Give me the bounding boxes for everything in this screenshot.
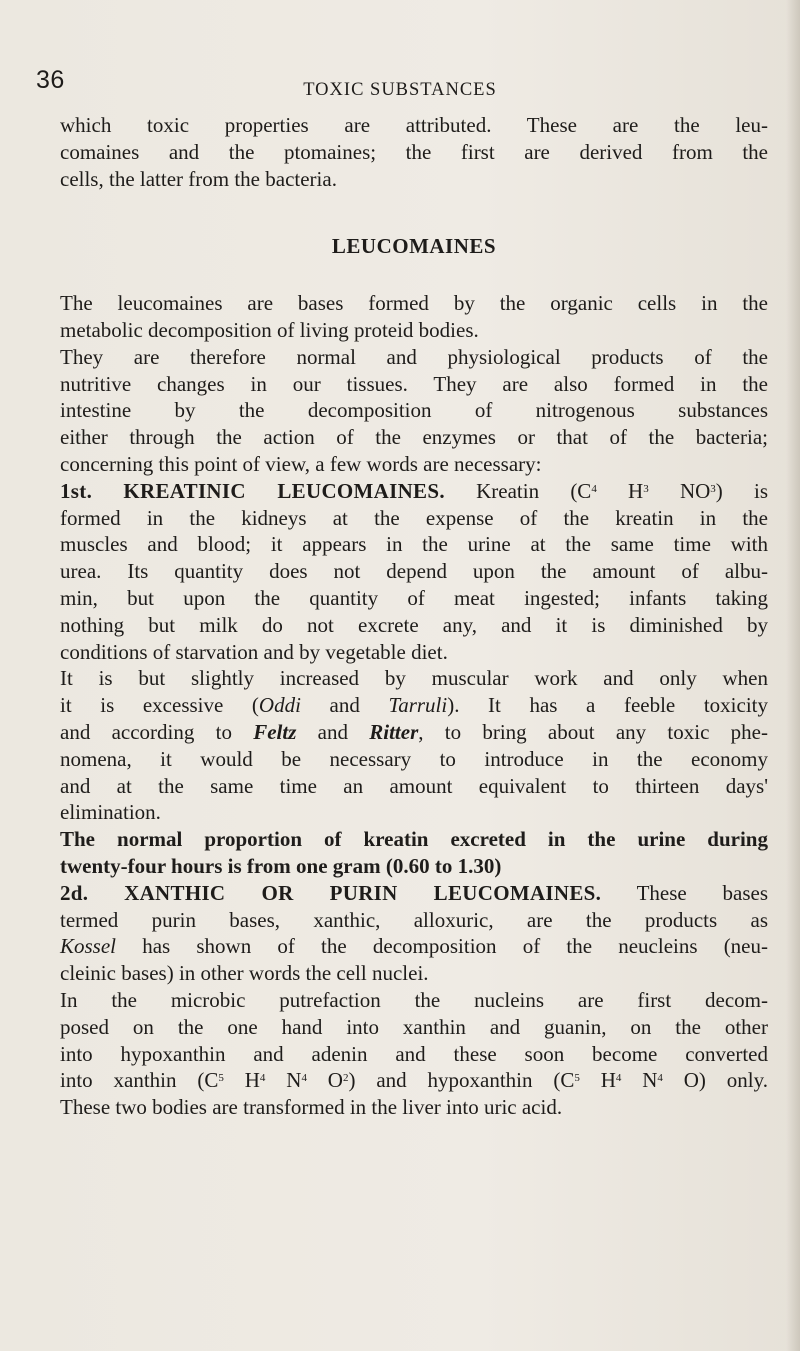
text-line: cells, the latter from the bacteria. xyxy=(60,166,337,191)
subsection-title: KREATINIC LEUCOMAINES. xyxy=(123,478,445,503)
author-name: Oddi xyxy=(258,693,301,718)
text-line: muscles and blood; it appears in the urine at the same time with xyxy=(60,532,768,557)
text-line: either through the action of the enzymes or that of the bacteria; xyxy=(60,425,768,450)
text-line: It is but slightly increased by muscular work and only when xyxy=(60,666,768,691)
text-line: They are therefore normal and physiological products of the xyxy=(60,344,768,369)
text-line: concerning this point of view, a few words are necessary: xyxy=(60,451,542,476)
text-line xyxy=(60,478,768,505)
text-line: nothing but milk do not excrete any, and it is diminished by xyxy=(60,612,768,637)
text-line: elimination. xyxy=(60,800,161,825)
text-line: nutritive changes in our tissues. They are also formed in the xyxy=(60,371,768,396)
text-line: In the microbic putrefaction the nucleins are first decom- xyxy=(60,987,768,1012)
text-line: metabolic decomposition of living proteid bodies. xyxy=(60,317,479,342)
formula: Kreatin ($C^4$ $H^3$ $NO^3$) is xyxy=(476,478,768,503)
author-name: Feltz xyxy=(253,719,297,744)
text-line: it is excessive (Oddi and Tarruli). It has a feeble toxicity xyxy=(60,693,768,718)
list-number: 1st. xyxy=(60,478,93,503)
text-line: intestine by the decomposition of nitrogenous substances xyxy=(60,398,768,423)
text-line: into hypoxanthin and adenin and these soon become converted xyxy=(60,1041,768,1066)
text-line: comaines and the ptomaines; the first are derived from the xyxy=(60,139,768,164)
text-line: Kossel has shown of the decomposition of the neucleins (neu- xyxy=(60,934,768,959)
text-line: formed in the kidneys at the expense of the kreatin in the xyxy=(60,505,768,530)
text-line: The normal proportion of kreatin excreted in the urine during xyxy=(60,827,768,852)
page-edge-shadow xyxy=(786,0,800,1351)
text-line: min, but upon the quantity of meat ingested; infants taking xyxy=(60,585,768,610)
text-line: 2d. XANTHIC OR PURIN LEUCOMAINES. These bases xyxy=(60,880,769,905)
text-line: twenty-four hours is from one gram (0.60 to 1.30) xyxy=(60,853,502,878)
list-number: 2d. xyxy=(60,880,89,905)
page-number: 36 xyxy=(36,66,65,94)
author-name: Kossel xyxy=(60,934,117,959)
text-line: which toxic properties are attributed. These are the leu- xyxy=(60,113,768,137)
text-line: and according to Feltz and Ritter, to bring about any toxic phe- xyxy=(60,719,768,744)
text-line: urea. Its quantity does not depend upon the amount of albu- xyxy=(60,559,768,584)
text-line: into xanthin ($C^5$ $H^4$ $N^4$ $O^2$) and hypoxanthin ($C^5$ $H^4$ $N^4$ O) only. xyxy=(60,1068,768,1093)
text-line: posed on the one hand into xanthin and guanin, on the other xyxy=(60,1014,768,1039)
body-text xyxy=(60,112,768,1121)
text-line: nomena, it would be necessary to introduce in the economy xyxy=(60,746,768,771)
text-line: These two bodies are transformed in the liver into uric acid. xyxy=(60,1095,563,1120)
text-line: conditions of starvation and by vegetable diet. xyxy=(60,639,448,664)
author-name: Ritter xyxy=(369,719,419,744)
text-line: termed purin bases, xanthic, alloxuric, are the products as xyxy=(60,907,768,932)
text-line: cleinic bases) in other words the cell nuclei. xyxy=(60,961,429,986)
section-heading: LEUCOMAINES xyxy=(331,234,497,259)
text-line: and at the same time an amount equivalent to thirteen days' xyxy=(60,773,768,798)
author-name: Tarruli xyxy=(388,693,448,718)
running-head: TOXIC SUBSTANCES xyxy=(303,80,497,100)
text-line: The leucomaines are bases formed by the organic cells in the xyxy=(60,291,768,316)
subsection-title: XANTHIC OR PURIN LEUCOMAINES. xyxy=(124,880,602,905)
